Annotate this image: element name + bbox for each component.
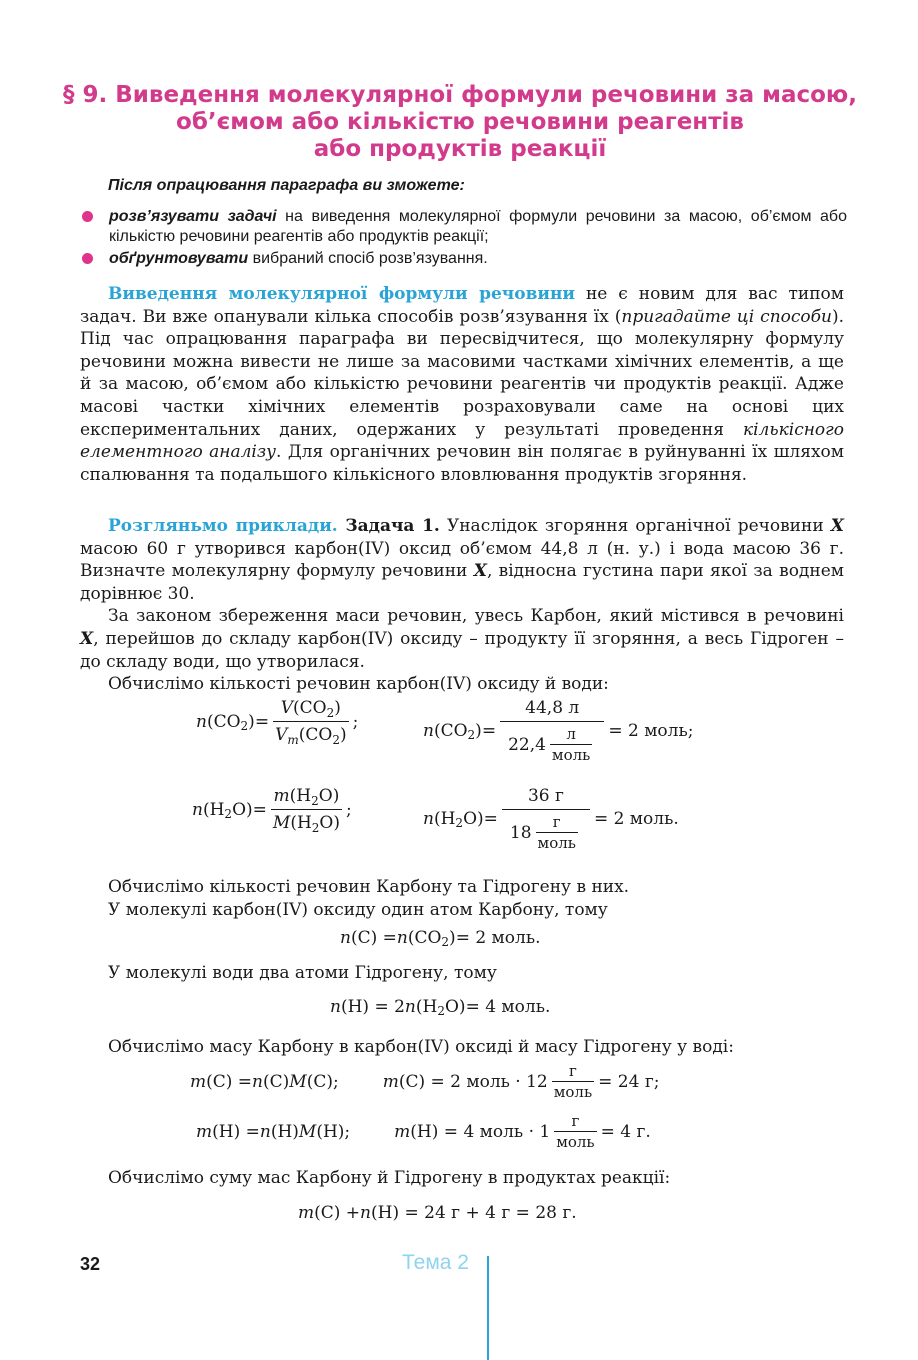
formula-part: (H [433,809,456,829]
section-title-line-1: § 9. Виведення молекулярної формули речовини за масою, [62,82,858,108]
task-label: Задача 1. [337,516,440,536]
symbol-m: m [273,786,290,806]
symbol-n: n [196,711,207,732]
subscript: 2 [437,1004,445,1018]
conservation-text-2: , перейшов до складу карбон(IV) оксиду – продукту її згоряння, а весь Гідроген – до складу води, що утворилася. [80,628,844,672]
learning-outcome-item [82,207,847,247]
bullet-dot-icon [82,211,93,222]
symbol-n: n [340,928,351,948]
substance-x: X [473,561,487,582]
unit-fraction [552,1062,594,1101]
atoms-text-block [80,876,844,921]
formula-part: (C) = [206,1071,253,1092]
bullet-dot-icon [82,253,93,264]
outcome-text: на виведення молекулярної формули речовини за масою, об’ємом або кількістю речовини реагентів або продуктів реакції; [109,208,847,245]
equation-n-h [330,997,550,1017]
symbol-m: m [190,1071,207,1092]
semicolon: ; [352,711,359,732]
calc-intro-3: У молекулі карбон(IV) оксиду один атом Карбону, тому [108,899,608,920]
examples-text-block [80,515,844,696]
numerator: 44,8 л [525,698,580,718]
intro-text-block [80,283,844,486]
formula-part: (CO [407,928,442,948]
equation-n-co2-value [423,698,693,764]
result: = 4 моль. [465,997,551,1017]
symbol-m: m [382,1071,399,1092]
subscript: 2 [224,806,233,821]
formula-part: (H [202,799,225,820]
intro-paragraph [80,283,844,486]
symbol-n: n [423,809,434,829]
formula-part: (C) + [314,1203,361,1223]
formula-part: (H) = [212,1121,260,1142]
unit: г [552,813,561,831]
subscript: 2 [332,733,340,747]
conservation-text-1: За законом збереження маси речовин, увесь Карбон, який містився в речовині [108,606,844,627]
formula-part: (CO [433,721,468,741]
result: = 4 г. [600,1121,651,1142]
unit-fraction [536,813,578,852]
formula-part: (CO [206,711,241,732]
symbol-m: m [298,1203,315,1223]
footer-divider [487,1256,489,1360]
subscript: 2 [326,706,335,720]
calc-intro-6: Обчислімо суму мас Карбону й Гідрогену в продуктах реакції: [108,1168,671,1188]
outcome-keyword: обґрунтовувати [109,250,249,267]
equals-sign: = [483,809,498,829]
fraction [502,786,590,852]
formula-part: O) [232,799,253,820]
formula-part: O) [318,786,340,806]
formula-part: ) [449,928,456,948]
topic-label: Тема 2 [402,1251,469,1274]
formula-part: (H); [316,1121,351,1142]
symbol-m: m [394,1121,411,1142]
intro-lead: Виведення молекулярної формули речовини [108,284,576,304]
symbol-n: n [423,721,434,741]
subscript: 2 [467,728,476,742]
formula-part: (C) [263,1071,290,1092]
fraction [273,698,349,745]
denominator-value: 18 [509,822,532,843]
unit: г [569,1062,577,1080]
calc-intro-4: У молекулі води два атоми Гідрогену, тому [108,963,497,983]
intro-italic-1: пригадайте ці способи [621,306,832,327]
symbol-n: n [252,1071,263,1092]
formula-part: (H [415,997,438,1017]
formula-part: (H [289,786,312,806]
equation-n-h2o-formula [192,786,352,833]
result: = 2 моль. [593,809,679,829]
formula-part: (C) = [350,928,397,948]
result: = 24 г; [598,1071,660,1092]
formula-part: ) [248,711,255,732]
intro-text-3: . Для органічних речовин він полягає в руйнуванні їх шляхом спалювання та подальшого кількісного вловлювання продуктів згоряння. [80,442,844,485]
examples-lead: Розгляньмо приклади. [108,516,338,536]
calc-intro-5: Обчислімо масу Карбону в карбон(IV) оксиді й масу Гідрогену у воді: [108,1037,734,1057]
result: = 2 моль; [608,721,694,741]
equation-m-c [190,1062,659,1101]
numerator: 36 г [527,786,564,806]
substance-x: X [80,628,94,649]
symbol-v: V [280,698,294,718]
mass-text-block [80,1036,844,1059]
formula-part: O) [463,809,484,829]
symbol-m: M [289,1071,307,1092]
subscript: 2 [441,935,450,949]
formula-part: (CO [293,698,327,718]
unit: моль [553,1083,593,1101]
symbol-v: V [275,725,288,745]
unit: моль [537,834,576,852]
intro-text-1: не є новим для вас типом задач. Ви вже опанували кілька способів розв’язування їх ( [80,284,844,327]
subscript: 2 [240,718,249,733]
formula-part: O) [319,813,340,833]
page-number: 32 [80,1254,101,1274]
denominator-value: 22,4 [508,734,546,755]
sum-text-block [80,1167,844,1190]
equals-sign: = [254,711,270,732]
unit: моль [551,746,591,764]
outcome-keyword: розв’язувати задачі [109,208,277,225]
formula-part: (C) = 2 моль · 12 [398,1071,548,1092]
equals-sign: = [252,799,267,820]
formula-part: (H [290,813,312,833]
formula-part: ) [334,698,341,718]
formula-part: O) [444,997,466,1017]
task-text-3: , відносна густина пари якої за воднем дорівнює 30. [80,561,845,604]
task-text-1: Унаслідок згоряння органічної речовини [439,516,831,536]
unit-fraction [554,1112,596,1151]
symbol-m: m [196,1121,213,1142]
symbol-n: n [360,1203,371,1223]
formula-part: (C); [306,1071,339,1092]
outcome-text: вибраний спосіб розв’язування. [248,250,488,267]
formula-part: (H) [270,1121,299,1142]
calc-intro-2: Обчислімо кількості речовин Карбону та Гідрогену в них. [108,877,630,897]
unit: моль [556,1133,595,1151]
section-title [60,82,860,163]
equation-m-h [196,1112,651,1151]
subscript: 2 [455,816,464,830]
learning-outcomes-list [82,207,847,271]
equation-n-h2o-value [423,786,679,852]
calc-intro-1: Обчислімо кількості речовин карбон(IV) оксиду й води: [108,674,609,695]
unit: г [571,1112,580,1130]
formula-part: (H) = 2 [340,997,405,1017]
intro-italic-2: кількісного елементного аналізу [80,419,844,463]
result: = 2 моль. [455,928,541,948]
task-text-2: масою 60 г утворився карбон(IV) оксид об’ємом 44,8 л (н. у.) і вода масою 36 г. Визначте молекулярну формулу речовини [80,538,844,582]
learning-outcome-item [82,249,847,269]
symbol-n: n [330,997,341,1017]
conservation-paragraph [80,605,844,673]
substance-x: X [830,516,844,536]
equation-sum [298,1203,577,1223]
section-title-line-2: об’ємом або кількістю речовини реагентів [176,109,744,135]
learning-outcomes-heading: Після опрацювання параграфа ви зможете: [108,177,465,194]
subscript: 2 [311,821,320,835]
fraction [500,698,604,764]
semicolon: ; [346,799,352,820]
fraction [271,786,342,833]
hydrogen-text-block [80,962,844,985]
equation-n-c [340,928,540,948]
equals-sign: = [481,721,497,741]
intro-text-2: ). Під час опрацювання параграфа ви пересвідчитеся, що молекулярну формулу речовини можна вивести не лише за масовими частками хімічних елементів, а ще й за масою, об’ємом або кількістю речовини реагентів чи продуктів реакції. Адже масові частки хімічних елементів розраховували саме на основі цих експериментальних даних, одержаних у результаті проведення [80,306,845,440]
formula-part: ) [339,725,347,745]
subscript: 2 [311,794,319,808]
section-title-line-3: або продуктів реакції [313,136,607,162]
symbol-n: n [259,1121,271,1142]
formula-part: ) [475,721,482,741]
formula-part: (H) = 4 моль · 1 [410,1121,551,1142]
formula-part: (CO [298,725,333,745]
symbol-n: n [396,928,408,948]
symbol-n: n [404,997,416,1017]
symbol-m: M [272,813,291,833]
unit: л [566,725,576,743]
task-paragraph [80,515,844,605]
unit-fraction [550,725,592,764]
subscript: m [287,733,299,747]
symbol-n: n [192,799,203,820]
symbol-m: M [298,1121,317,1142]
equation-n-co2-formula [196,698,358,745]
result: (H) = 24 г + 4 г = 28 г. [371,1203,577,1223]
